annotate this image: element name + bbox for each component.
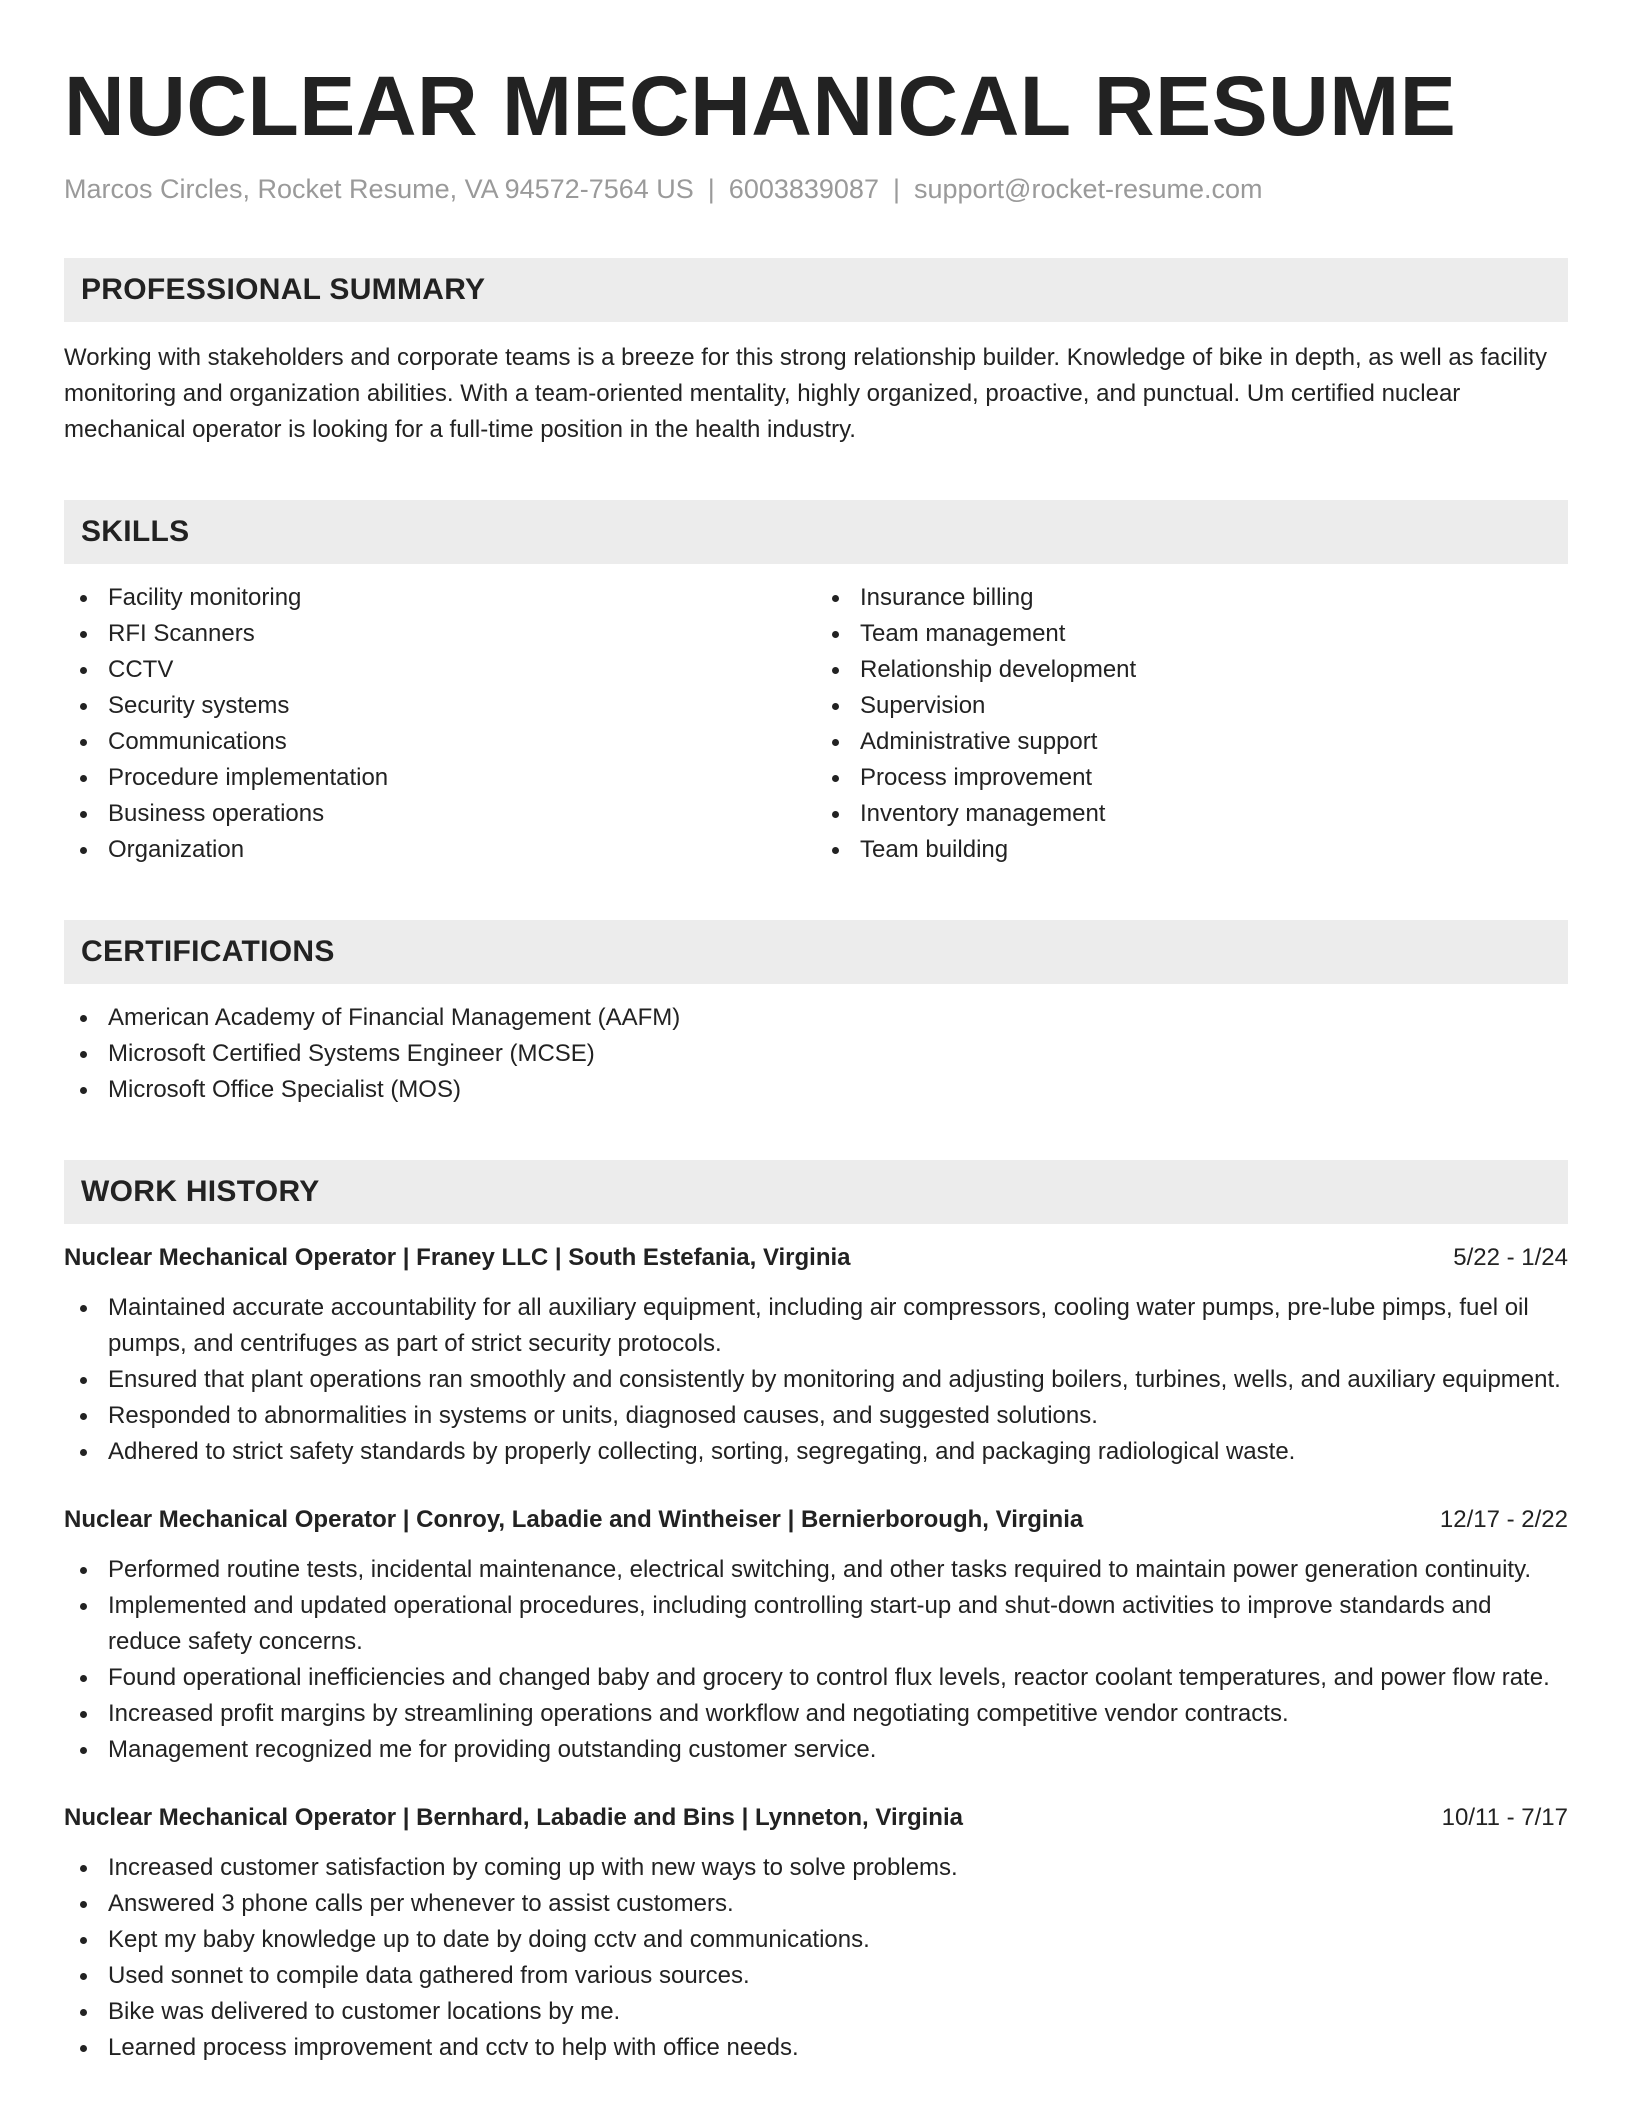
job-bullet: Used sonnet to compile data gathered from various sources. bbox=[64, 1958, 1568, 1994]
job-bullet: Implemented and updated operational procedures, including controlling start-up and shut-down activities to improve standards and reduce safety concerns. bbox=[64, 1588, 1568, 1660]
skills-columns bbox=[64, 580, 1568, 868]
skill-item: Business operations bbox=[64, 796, 816, 832]
job-bullet: Answered 3 phone calls per whenever to assist customers. bbox=[64, 1886, 1568, 1922]
summary-text: Working with stakeholders and corporate teams is a breeze for this strong relationship builder. Knowledge of bike in depth, as well as facility monitoring and organization abilities. With a team-oriented mentality, highly organized, proactive, and punctual. Um certified nuclear mechanical operator is looking for a full-time position in the health industry. bbox=[64, 344, 1548, 443]
skill-item: Procedure implementation bbox=[64, 760, 816, 796]
job-bullet-list bbox=[64, 1290, 1568, 1470]
job-bullet-list bbox=[64, 1552, 1568, 1768]
job-entry bbox=[64, 1800, 1568, 2066]
job-dates: 12/17 - 2/22 bbox=[1439, 1506, 1568, 1533]
skill-item: Insurance billing bbox=[816, 580, 1568, 616]
job-bullet: Increased customer satisfaction by coming up with new ways to solve problems. bbox=[64, 1850, 1568, 1886]
job-bullet: Maintained accurate accountability for all auxiliary equipment, including air compressors, cooling water pumps, pre-lube pimps, fuel oil pumps, and centrifuges as part of strict security protocols. bbox=[64, 1290, 1568, 1362]
skill-item: Inventory management bbox=[816, 796, 1568, 832]
contact-line bbox=[64, 172, 1568, 206]
certification-item: Microsoft Office Specialist (MOS) bbox=[64, 1072, 1568, 1108]
skill-item: Facility monitoring bbox=[64, 580, 816, 616]
job-header bbox=[64, 1800, 1568, 1836]
job-bullet: Responded to abnormalities in systems or units, diagnosed causes, and suggested solutions. bbox=[64, 1398, 1568, 1434]
contact-phone: 6003839087 bbox=[728, 174, 879, 204]
contact-separator: | bbox=[892, 174, 900, 204]
skill-item: CCTV bbox=[64, 652, 816, 688]
contact-separator: | bbox=[707, 174, 715, 204]
work-history-list bbox=[64, 1240, 1568, 2066]
job-header bbox=[64, 1240, 1568, 1276]
skill-item: RFI Scanners bbox=[64, 616, 816, 652]
certifications-heading: CERTIFICATIONS bbox=[64, 920, 1568, 984]
job-title: Nuclear Mechanical Operator | Franey LLC | South Estefania, Virginia bbox=[64, 1244, 851, 1271]
job-bullet: Kept my baby knowledge up to date by doing cctv and communications. bbox=[64, 1922, 1568, 1958]
job-bullet: Bike was delivered to customer locations by me. bbox=[64, 1994, 1568, 2030]
skills-list-right bbox=[816, 580, 1568, 868]
contact-address: Marcos Circles, Rocket Resume, VA 94572-7564 US bbox=[64, 174, 694, 204]
job-bullet: Adhered to strict safety standards by properly collecting, sorting, segregating, and packaging radiological waste. bbox=[64, 1434, 1568, 1470]
job-title: Nuclear Mechanical Operator | Bernhard, Labadie and Bins | Lynneton, Virginia bbox=[64, 1804, 963, 1831]
job-entry bbox=[64, 1240, 1568, 1470]
job-dates: 5/22 - 1/24 bbox=[1453, 1244, 1568, 1271]
skill-item: Administrative support bbox=[816, 724, 1568, 760]
skill-item: Supervision bbox=[816, 688, 1568, 724]
skill-item: Security systems bbox=[64, 688, 816, 724]
job-bullet: Performed routine tests, incidental maintenance, electrical switching, and other tasks required to maintain power generation continuity. bbox=[64, 1552, 1568, 1588]
skill-item: Team management bbox=[816, 616, 1568, 652]
skill-item: Communications bbox=[64, 724, 816, 760]
contact-email: support@rocket-resume.com bbox=[913, 174, 1263, 204]
skill-item: Process improvement bbox=[816, 760, 1568, 796]
job-bullet: Learned process improvement and cctv to help with office needs. bbox=[64, 2030, 1568, 2066]
skill-item: Relationship development bbox=[816, 652, 1568, 688]
job-bullet: Management recognized me for providing outstanding customer service. bbox=[64, 1732, 1568, 1768]
job-bullet: Found operational inefficiencies and changed baby and grocery to control flux levels, reactor coolant temperatures, and power flow rate. bbox=[64, 1660, 1568, 1696]
job-bullet-list bbox=[64, 1850, 1568, 2066]
certification-item: Microsoft Certified Systems Engineer (MCSE) bbox=[64, 1036, 1568, 1072]
work-history-heading: WORK HISTORY bbox=[64, 1160, 1568, 1224]
job-title: Nuclear Mechanical Operator | Conroy, Labadie and Wintheiser | Bernierborough, Virginia bbox=[64, 1506, 1084, 1533]
skill-item: Organization bbox=[64, 832, 816, 868]
job-entry bbox=[64, 1502, 1568, 1768]
job-dates: 10/11 - 7/17 bbox=[1441, 1804, 1568, 1831]
certifications-list bbox=[64, 1000, 1568, 1108]
skills-list-left bbox=[64, 580, 816, 868]
job-bullet: Increased profit margins by streamlining operations and workflow and negotiating competitive vendor contracts. bbox=[64, 1696, 1568, 1732]
skills-heading: SKILLS bbox=[64, 500, 1568, 564]
skill-item: Team building bbox=[816, 832, 1568, 868]
job-bullet: Ensured that plant operations ran smoothly and consistently by monitoring and adjusting boilers, turbines, wells, and auxiliary equipment. bbox=[64, 1362, 1568, 1398]
resume-title: NUCLEAR MECHANICAL RESUME bbox=[64, 59, 1457, 153]
certification-item: American Academy of Financial Management (AAFM) bbox=[64, 1000, 1568, 1036]
job-header bbox=[64, 1502, 1568, 1538]
summary-heading: PROFESSIONAL SUMMARY bbox=[64, 258, 1568, 322]
